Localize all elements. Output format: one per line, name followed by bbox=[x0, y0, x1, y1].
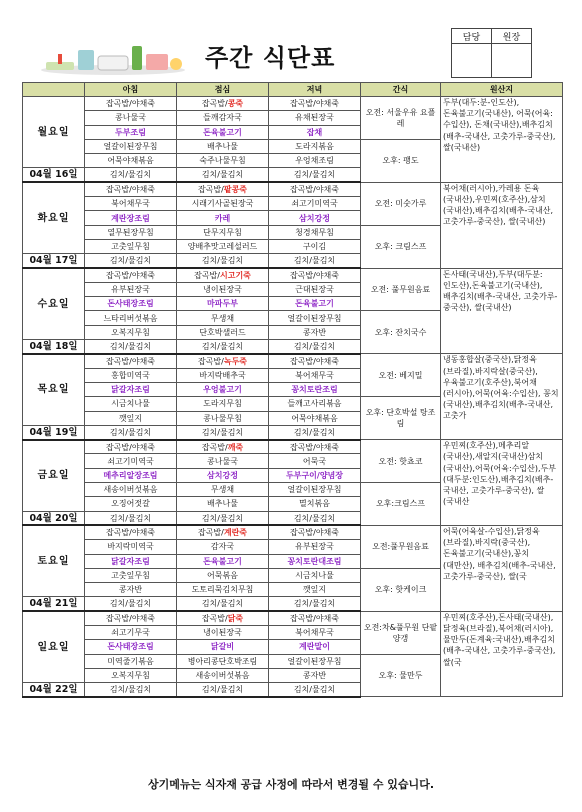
highlighted-menu-text: 시고기죽 bbox=[219, 270, 251, 280]
highlighted-menu-text: 돈사태장조림 bbox=[107, 642, 154, 652]
highlighted-menu-text: 계란말이 bbox=[299, 642, 330, 652]
snack-am: 오전: 핫쵸코 bbox=[361, 440, 441, 483]
dinner-cell: 콩자반 bbox=[269, 668, 361, 682]
dinner-cell bbox=[269, 554, 361, 568]
breakfast-cell: 고춧잎무침 bbox=[85, 568, 177, 582]
dinner-cell: 유부된장국 bbox=[269, 540, 361, 554]
breakfast-cell bbox=[85, 382, 177, 396]
menu-body bbox=[23, 97, 563, 697]
lunch-cell: 단무지무침 bbox=[177, 225, 269, 239]
breakfast-cell: 김치/물김치 bbox=[85, 340, 177, 354]
lunch-cell: 도라지무침 bbox=[177, 397, 269, 411]
highlighted-menu-text: 삼치강정 bbox=[299, 213, 330, 223]
snack-am: 오전: 베지밀 bbox=[361, 354, 441, 397]
breakfast-cell: 홍합미역국 bbox=[85, 368, 177, 382]
lunch-cell: 김치/물김치 bbox=[177, 597, 269, 611]
breakfast-cell: 열무된장무침 bbox=[85, 225, 177, 239]
lunch-cell: 양배추맛고레설러드 bbox=[177, 239, 269, 253]
breakfast-cell bbox=[85, 125, 177, 139]
breakfast-cell: 잡곡밥/야채죽 bbox=[85, 182, 177, 196]
breakfast-cell: 김치/물김치 bbox=[85, 511, 177, 525]
lunch-cell: 도토리묵김치무침 bbox=[177, 583, 269, 597]
breakfast-cell bbox=[85, 554, 177, 568]
snack-am: 오전:풀무원음료 bbox=[361, 525, 441, 568]
lunch-cell: 콩나물무침 bbox=[177, 411, 269, 425]
date-label: 04월 20일 bbox=[23, 511, 85, 525]
breakfast-cell: 깻잎지 bbox=[85, 411, 177, 425]
origin-info: 냉동홍합살(중국산),닭정육(브라질),바지락살(중국산),우육불고기(호주산),북어채(러시아),어묵(어육:수입산), 꽁치(국내산),배추김치(배추-국내산, 고춧가 bbox=[441, 354, 563, 440]
header-origin: 원산지 bbox=[441, 83, 563, 97]
date-label: 04월 16일 bbox=[23, 168, 85, 182]
kitchen-utensils-illustration bbox=[38, 40, 188, 76]
highlighted-menu-text: 닭갈자조림 bbox=[111, 385, 150, 395]
dinner-cell: 북어채무국 bbox=[269, 625, 361, 639]
menu-text: 잡곡밥/ bbox=[201, 99, 228, 109]
dinner-cell: 북어채무국 bbox=[269, 368, 361, 382]
snack-am: 오전:차&풀무원 단팥 양갱 bbox=[361, 611, 441, 654]
lunch-cell bbox=[177, 354, 269, 368]
lunch-cell: 시래기사골된장국 bbox=[177, 197, 269, 211]
approval-sign-staff bbox=[452, 44, 492, 78]
breakfast-cell: 김치/물김치 bbox=[85, 254, 177, 268]
date-label: 04월 22일 bbox=[23, 683, 85, 697]
highlighted-menu-text: 계란죽 bbox=[223, 528, 248, 538]
lunch-cell: 냉이된장국 bbox=[177, 625, 269, 639]
snack-pm: 오후: 팽도 bbox=[361, 139, 441, 182]
dinner-cell: 김치/물김치 bbox=[269, 168, 361, 182]
dinner-cell: 구이김 bbox=[269, 239, 361, 253]
breakfast-cell bbox=[85, 211, 177, 225]
breakfast-cell: 김치/물김치 bbox=[85, 683, 177, 697]
dinner-cell bbox=[269, 382, 361, 396]
dinner-cell: 깻잎지 bbox=[269, 583, 361, 597]
dinner-cell: 쇠고기미역국 bbox=[269, 197, 361, 211]
snack-pm: 오후: 단호박설 탕조림 bbox=[361, 397, 441, 440]
day-label: 금요일 bbox=[23, 440, 85, 511]
highlighted-menu-text: 닭갈자조림 bbox=[111, 556, 150, 566]
dinner-cell: 어묵국 bbox=[269, 454, 361, 468]
dinner-cell: 청경채무침 bbox=[269, 225, 361, 239]
dinner-cell: 얼갈이된장무침 bbox=[269, 483, 361, 497]
highlighted-menu-text: 꽁치토란조림 bbox=[291, 385, 338, 395]
lunch-cell bbox=[177, 97, 269, 111]
breakfast-cell bbox=[85, 468, 177, 482]
origin-info: 두부(대두:분-인도산), 돈육불고기(국내산), 어묵(어육:수입산), 돈채(국내산),배추김치(배추-국내산, 고춧가루-중국산), 쌀(국내산) bbox=[441, 97, 563, 183]
highlighted-menu-text: 삼치강정 bbox=[207, 470, 238, 480]
weekly-menu-table bbox=[22, 82, 563, 698]
highlighted-menu-text: 두부구이/양념장 bbox=[285, 470, 344, 480]
table-row bbox=[23, 354, 563, 368]
lunch-cell bbox=[177, 211, 269, 225]
lunch-cell bbox=[177, 182, 269, 196]
breakfast-cell: 김치/물김치 bbox=[85, 425, 177, 439]
origin-info: 돈사태(국내산),두부(대두분:인도산),돈육불고기(국내산), 배추김치(배추-국내산, 고춧가루-중국산), 쌀(국내산) bbox=[441, 268, 563, 354]
highlighted-menu-text: 돈사태장조림 bbox=[107, 299, 154, 309]
header-snack: 간식 bbox=[361, 83, 441, 97]
highlighted-menu-text: 우엉불고기 bbox=[203, 385, 242, 395]
lunch-cell bbox=[177, 268, 269, 282]
dinner-cell: 잡곡밥/야채죽 bbox=[269, 525, 361, 539]
dinner-cell: 어묵야채볶음 bbox=[269, 411, 361, 425]
day-label: 일요일 bbox=[23, 611, 85, 682]
highlighted-menu-text: 녹두죽 bbox=[223, 356, 248, 366]
snack-pm: 오후: 핫케이크 bbox=[361, 568, 441, 611]
table-row bbox=[23, 440, 563, 454]
lunch-cell: 냉이된장국 bbox=[177, 282, 269, 296]
highlighted-menu-text: 닭죽 bbox=[227, 614, 244, 624]
breakfast-cell: 쇠고기무국 bbox=[85, 625, 177, 639]
breakfast-cell bbox=[85, 297, 177, 311]
dinner-cell: 유채된장국 bbox=[269, 111, 361, 125]
lunch-cell bbox=[177, 440, 269, 454]
breakfast-cell bbox=[85, 640, 177, 654]
lunch-cell bbox=[177, 611, 269, 625]
lunch-cell: 김치/물김치 bbox=[177, 511, 269, 525]
header bbox=[0, 0, 582, 82]
lunch-cell: 어묵볶음 bbox=[177, 568, 269, 582]
highlighted-menu-text: 메추리알장조림 bbox=[103, 470, 158, 480]
table-row bbox=[23, 182, 563, 196]
lunch-cell: 들깨감자국 bbox=[177, 111, 269, 125]
day-label: 토요일 bbox=[23, 525, 85, 596]
dinner-cell: 잡곡밥/야채죽 bbox=[269, 97, 361, 111]
lunch-cell bbox=[177, 468, 269, 482]
dinner-cell: 콩자반 bbox=[269, 325, 361, 339]
breakfast-cell: 콩나물국 bbox=[85, 111, 177, 125]
dinner-cell: 얼갈이된장무침 bbox=[269, 311, 361, 325]
lunch-cell bbox=[177, 125, 269, 139]
header-dinner: 저녁 bbox=[269, 83, 361, 97]
menu-text: 잡곡밥/ bbox=[201, 442, 228, 452]
breakfast-cell: 잡곡밥/야채죽 bbox=[85, 525, 177, 539]
breakfast-cell: 오징어젓갈 bbox=[85, 497, 177, 511]
table-header-row bbox=[23, 83, 563, 97]
dinner-cell: 김치/물김치 bbox=[269, 597, 361, 611]
menu-text: 잡곡밥/ bbox=[197, 185, 224, 195]
dinner-cell bbox=[269, 640, 361, 654]
dinner-cell bbox=[269, 125, 361, 139]
menu-text: 잡곡밥/ bbox=[197, 356, 224, 366]
lunch-cell: 김치/물김치 bbox=[177, 168, 269, 182]
highlighted-menu-text: 꽁치토란대조림 bbox=[287, 556, 342, 566]
breakfast-cell: 잡곡밥/야채죽 bbox=[85, 97, 177, 111]
approval-box bbox=[451, 28, 532, 78]
lunch-cell: 김치/물김치 bbox=[177, 340, 269, 354]
dinner-cell: 잡곡밥/야채죽 bbox=[269, 182, 361, 196]
menu-text: 잡곡밥/ bbox=[197, 528, 224, 538]
snack-pm: 오후: 잔치국수 bbox=[361, 311, 441, 354]
dinner-cell bbox=[269, 297, 361, 311]
table-row bbox=[23, 525, 563, 539]
lunch-cell: 병아리콩단호박조림 bbox=[177, 654, 269, 668]
day-label: 월요일 bbox=[23, 97, 85, 168]
menu-text: 잡곡밥/ bbox=[194, 270, 220, 280]
breakfast-cell: 오복지무침 bbox=[85, 668, 177, 682]
date-label: 04월 18일 bbox=[23, 340, 85, 354]
dinner-cell: 우엉채조림 bbox=[269, 154, 361, 168]
highlighted-menu-text: 깨죽 bbox=[227, 442, 244, 452]
dinner-cell: 잡곡밥/야채죽 bbox=[269, 354, 361, 368]
approval-label-director: 원장 bbox=[492, 29, 532, 44]
highlighted-menu-text: 닭갈비 bbox=[210, 642, 235, 652]
day-label: 화요일 bbox=[23, 182, 85, 253]
dinner-cell bbox=[269, 468, 361, 482]
day-label: 목요일 bbox=[23, 354, 85, 425]
lunch-cell: 단호박샐러드 bbox=[177, 325, 269, 339]
breakfast-cell: 북어채무국 bbox=[85, 197, 177, 211]
lunch-cell bbox=[177, 554, 269, 568]
lunch-cell bbox=[177, 640, 269, 654]
breakfast-cell: 바지락미역국 bbox=[85, 540, 177, 554]
lunch-cell: 감자국 bbox=[177, 540, 269, 554]
breakfast-cell: 잡곡밥/야채죽 bbox=[85, 440, 177, 454]
lunch-cell bbox=[177, 297, 269, 311]
breakfast-cell: 어묵야채볶음 bbox=[85, 154, 177, 168]
dinner-cell: 김치/물김치 bbox=[269, 683, 361, 697]
breakfast-cell: 콩자반 bbox=[85, 583, 177, 597]
lunch-cell: 바지락배추국 bbox=[177, 368, 269, 382]
dinner-cell: 시금치나물 bbox=[269, 568, 361, 582]
date-label: 04월 19일 bbox=[23, 425, 85, 439]
approval-label-staff: 담당 bbox=[452, 29, 492, 44]
lunch-cell: 숙주나물무침 bbox=[177, 154, 269, 168]
highlighted-menu-text: 돈육불고기 bbox=[203, 127, 242, 137]
dinner-cell: 얼갈이된장무침 bbox=[269, 654, 361, 668]
breakfast-cell: 고춧잎무침 bbox=[85, 239, 177, 253]
highlighted-menu-text: 두부조림 bbox=[115, 127, 146, 137]
snack-pm: 오후:크림스프 bbox=[361, 483, 441, 526]
table-row bbox=[23, 97, 563, 111]
footer-note: 상기메뉴는 식자재 공급 사정에 따라서 변경될 수 있습니다. bbox=[147, 778, 434, 791]
dinner-cell: 김치/물김치 bbox=[269, 340, 361, 354]
lunch-cell: 배추나물 bbox=[177, 139, 269, 153]
breakfast-cell: 오복지무침 bbox=[85, 325, 177, 339]
lunch-cell: 김치/물김치 bbox=[177, 254, 269, 268]
date-label: 04월 17일 bbox=[23, 254, 85, 268]
header-breakfast: 아침 bbox=[85, 83, 177, 97]
menu-text: 잡곡밥/ bbox=[201, 614, 228, 624]
dinner-cell: 멸치볶음 bbox=[269, 497, 361, 511]
highlighted-menu-text: 카레 bbox=[214, 213, 231, 223]
dinner-cell: 잡곡밥/야채죽 bbox=[269, 440, 361, 454]
dinner-cell: 잡곡밥/야채죽 bbox=[269, 268, 361, 282]
dinner-cell bbox=[269, 211, 361, 225]
snack-am: 오전: 풀무원음료 bbox=[361, 268, 441, 311]
dinner-cell: 근대된장국 bbox=[269, 282, 361, 296]
table-row bbox=[23, 611, 563, 625]
approval-sign-director bbox=[492, 44, 532, 78]
breakfast-cell: 유부된장국 bbox=[85, 282, 177, 296]
lunch-cell: 무생채 bbox=[177, 311, 269, 325]
highlighted-menu-text: 마파두부 bbox=[207, 299, 238, 309]
dinner-cell: 김치/물김치 bbox=[269, 254, 361, 268]
day-label: 수요일 bbox=[23, 268, 85, 339]
header-day bbox=[23, 83, 85, 97]
breakfast-cell: 잡곡밥/야채죽 bbox=[85, 354, 177, 368]
breakfast-cell: 느타리버섯볶음 bbox=[85, 311, 177, 325]
breakfast-cell: 김치/물김치 bbox=[85, 597, 177, 611]
highlighted-menu-text: 콩죽 bbox=[227, 99, 244, 109]
breakfast-cell: 얼갈이된장무침 bbox=[85, 139, 177, 153]
lunch-cell: 김치/물김치 bbox=[177, 425, 269, 439]
lunch-cell: 무생채 bbox=[177, 483, 269, 497]
dinner-cell: 들깨고사리볶음 bbox=[269, 397, 361, 411]
lunch-cell: 콩나물국 bbox=[177, 454, 269, 468]
origin-info: 북어채(러시아),카레용 돈육(국내산),우민찌(호주산),삼치(국내산),배추김치(배추-국내산, 고춧가루-중국산), 쌀(국내산) bbox=[441, 182, 563, 268]
snack-am: 오전: 서울우유 요플레 bbox=[361, 97, 441, 140]
page-title: 주간 식단표 bbox=[205, 44, 336, 72]
dinner-cell: 잡곡밥/야채죽 bbox=[269, 611, 361, 625]
highlighted-menu-text: 계란장조림 bbox=[111, 213, 150, 223]
origin-info: 우민찌(호주산),메추리알(국내산),새알지(국내산)삼치(국내산),어묵(어육:수입산),두부(대두분:인도산),배추김치(배추-국내산, 고춧가루-중국산), 쌀(국내산 bbox=[441, 440, 563, 526]
highlighted-menu-text: 돈육불고기 bbox=[203, 556, 242, 566]
lunch-cell bbox=[177, 525, 269, 539]
breakfast-cell: 미역줄기볶음 bbox=[85, 654, 177, 668]
breakfast-cell: 시금치나물 bbox=[85, 397, 177, 411]
lunch-cell bbox=[177, 382, 269, 396]
highlighted-menu-text: 팥콩죽 bbox=[223, 185, 248, 195]
dinner-cell: 김치/물김치 bbox=[269, 425, 361, 439]
header-lunch: 점심 bbox=[177, 83, 269, 97]
origin-info: 어묵(어육살-수입산),닭정육(브라질),바지락(중국산),돈육불고기(국내산),꽁치(대만산), 배추김치(배추-국내산, 고춧가루-중국산), 쌀(국 bbox=[441, 525, 563, 611]
dinner-cell: 도라지볶음 bbox=[269, 139, 361, 153]
highlighted-menu-text: 잡채 bbox=[306, 127, 323, 137]
breakfast-cell: 김치/물김치 bbox=[85, 168, 177, 182]
snack-pm: 오후: 크림스프 bbox=[361, 225, 441, 268]
snack-pm: 오후: 물만두 bbox=[361, 654, 441, 697]
lunch-cell: 김치/물김치 bbox=[177, 683, 269, 697]
table-row bbox=[23, 268, 563, 282]
breakfast-cell: 잡곡밥/야채죽 bbox=[85, 268, 177, 282]
dinner-cell: 김치/물김치 bbox=[269, 511, 361, 525]
breakfast-cell: 쇠고기미역국 bbox=[85, 454, 177, 468]
breakfast-cell: 새송이버섯볶음 bbox=[85, 483, 177, 497]
lunch-cell: 새송이버섯볶음 bbox=[177, 668, 269, 682]
snack-am: 오전: 미숫가루 bbox=[361, 182, 441, 225]
breakfast-cell: 잡곡밥/야채죽 bbox=[85, 611, 177, 625]
lunch-cell: 배추나물 bbox=[177, 497, 269, 511]
highlighted-menu-text: 돈육불고기 bbox=[295, 299, 334, 309]
date-label: 04월 21일 bbox=[23, 597, 85, 611]
origin-info: 우민찌(호주산),돈사태(국내산),닭정육(브라질),북어채(러시아),물만두(돈계육:국내산),배추김치(배추-국내산, 고춧가루-중국산), 쌀(국 bbox=[441, 611, 563, 697]
